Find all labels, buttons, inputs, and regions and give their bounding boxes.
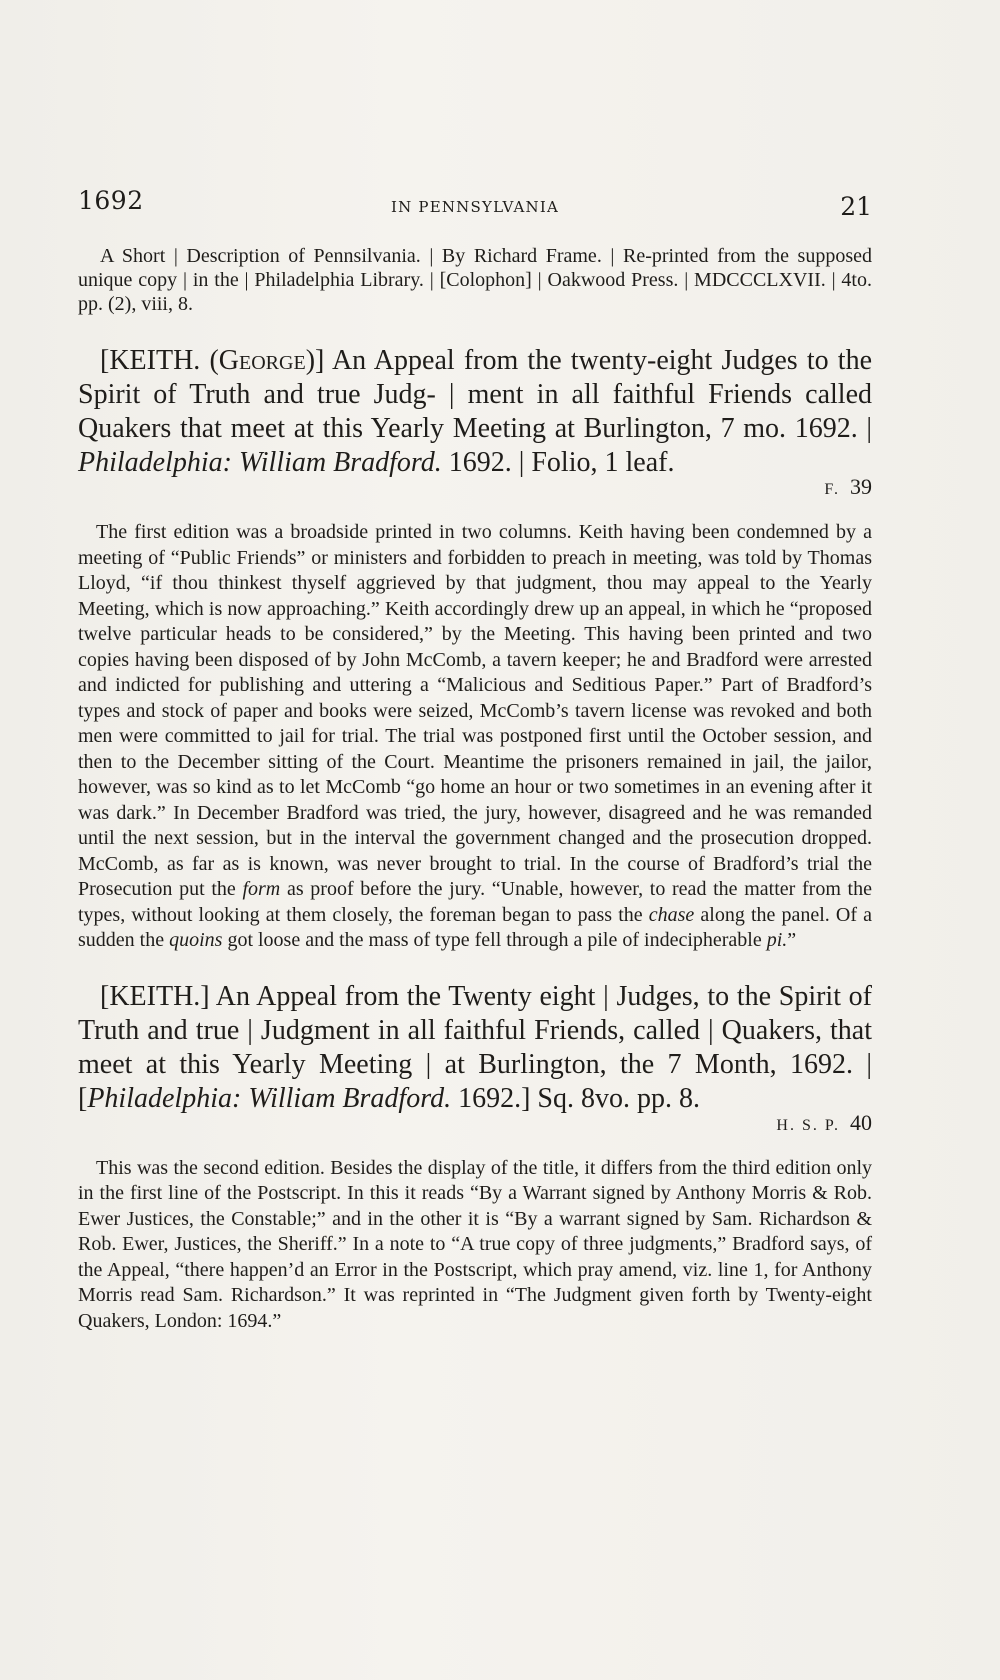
entry-frame-text: A Short | Description of Pennsilvania. | By Richard Frame. | Re-printed from the supposed unique copy | in the | Philadelphia Library. | [Colophon] | Oakwood Press. | MDCCCLXVII. | 4to. pp. (2), viii, 8. xyxy=(78,245,872,315)
note-text: ” xyxy=(787,929,797,951)
imprint-place: Philadelphia: xyxy=(87,1082,242,1114)
entry-keith-appeal-octavo xyxy=(78,980,872,1136)
imprint-space xyxy=(232,447,239,478)
note-first-edition xyxy=(78,520,872,954)
author-forename: George xyxy=(218,345,306,376)
locator-code: F. xyxy=(824,481,840,498)
entry-keith-folio-text xyxy=(78,344,872,480)
entry-keith-octavo-lead: [KEITH.] An Appeal from the Twenty eight | Judges, to the Spirit of Truth and true | Judgment in all faithful Friends, called | Quakers, that meet at this Yearly Meeting | at Burlington, the 7 Month, 1692. | [ xyxy=(78,980,872,1114)
note-text: along the panel. Of a sudden the xyxy=(78,903,872,951)
note-text: The first edition was a broadside printed in two columns. Keith having been condemned by a meeting of “Public Friends” or ministers and forbidden to preach in meeting, was told by Thomas Lloyd, “if thou thinkest thyself aggrieved by that judgment, thou may appeal to the Yearly Meeting, which is now approaching.” Keith accordingly drew up an appeal, in which he “proposed twelve particular heads to be considered,” by the Meeting. This having been printed and two copies having been disposed of by John McComb, a tavern keeper; he and Bradford were arrested and indicted for publishing and uttering a “Malicious and Seditious Paper.” Part of Bradford’s types and stock of paper and books were seized, McComb’s tavern license was revoked and both men were committed to jail for trial. The trial was postponed first until the October session, and then to the December sitting of the Court. Meantime the prisoners remained in jail, the jailor, however, was so kind as to let McComb “go home an hour or two sometimes in an evening after it was dark.” In December Bradford was tried, the jury, however, disagreed and he was remanded until the next session, but in the interval the government changed and the prosecution dropped. McComb, as far as is known, was never brought to trial. In the course of Bradford’s trial the Prosecution put the xyxy=(78,521,872,900)
note-text: as proof before the jury. “Unable, however, to read the matter from the types, without looking at them closely, the foreman began to pass the xyxy=(78,878,872,926)
entry-keith-octavo-format: 1692.] Sq. 8vo. pp. 8. xyxy=(451,1082,700,1114)
note-italic-term: quoins xyxy=(169,929,223,951)
imprint-place: Philadelphia: xyxy=(78,447,232,478)
locator-code: H. S. P. xyxy=(776,1116,840,1134)
page-body xyxy=(78,244,872,1334)
entry-keith-octavo-text xyxy=(78,980,872,1116)
entry-keith-folio-lead: [KEITH. ( xyxy=(100,345,219,376)
imprint-printer: William Bradford. xyxy=(238,447,442,478)
entry-keith-appeal-folio xyxy=(78,344,872,500)
entry-keith-folio-title: )] An Appeal from the twenty-eight Judges to the Spirit of Truth and true Judg- | ment in all faithful Friends called Quakers that meet at this Yearly Meeting at Burlington, 7 mo. 1692. | xyxy=(78,345,873,444)
page-header xyxy=(78,186,872,226)
running-title: IN PENNSYLVANIA xyxy=(391,198,559,216)
imprint-printer: William Bradford. xyxy=(248,1082,452,1114)
note-italic-term: pi. xyxy=(766,929,788,951)
entry-keith-folio-format: 1692. | Folio, 1 leaf. xyxy=(441,447,675,478)
entry-frame-description xyxy=(78,244,872,316)
locator-number: 39 xyxy=(850,474,872,499)
note-text: This was the second edition. Besides the display of the title, it differs from the third edition only in the first line of the Postscript. In this it reads “By a Warrant signed by Anthony Morris & Rob. Ewer Justices, the Constable;” and in the other it is “By a warrant signed by Sam. Richardson & Rob. Ewer, Justices, the Sheriff.” In a note to “A true copy of three judgments,” Bradford says, of the Appeal, “there happen’d an Error in the Postscript, which pray amend, viz. line 1, for Anthony Morris read Sam. Richardson.” It was reprinted in “The Judgment given forth by Twenty-eight Quakers, London: 1694.” xyxy=(78,1156,872,1332)
page-number: 21 xyxy=(840,192,872,221)
header-year: 1692 xyxy=(78,186,144,215)
note-text: got loose and the mass of type fell through a pile of indecipherable xyxy=(222,929,767,951)
note-italic-term: chase xyxy=(648,903,695,926)
note-second-edition xyxy=(78,1156,872,1335)
locator-number: 40 xyxy=(850,1109,872,1135)
note-italic-term: form xyxy=(242,878,281,900)
